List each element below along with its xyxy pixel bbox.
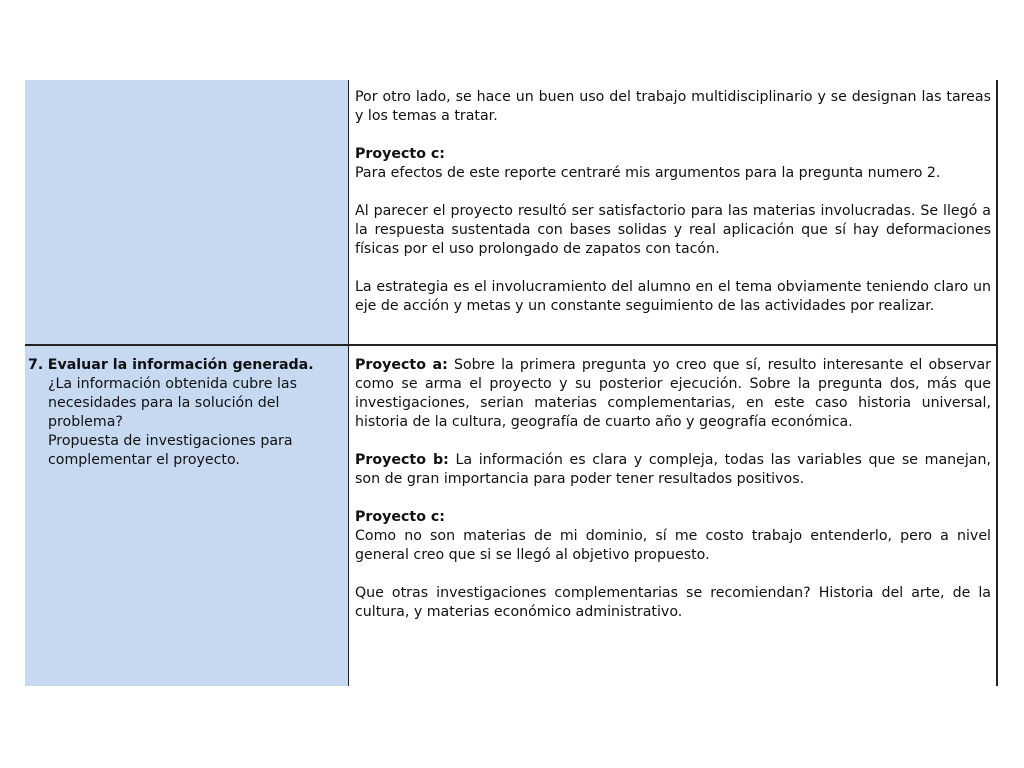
criteria-question-2: Propuesta de investigaciones para complementar el proyecto.	[48, 433, 293, 468]
row2-proyecto-b	[355, 451, 991, 489]
row-divider	[25, 344, 998, 346]
proyecto-b-text: La información es clara y compleja, todas las variables que se manejan, son de gran importancia para poder tener resultados positivos.	[355, 452, 991, 487]
row1-paragraph-4: La estrategia es el involucramiento del alumno en el tema obviamente teniendo claro un eje de acción y metas y un constante seguimiento de las actividades por realizar.	[355, 279, 991, 314]
evaluation-table	[25, 80, 998, 686]
row2-criteria-cell	[28, 356, 346, 470]
table-right-border	[996, 80, 998, 686]
row1-proyecto-c	[355, 145, 991, 183]
criteria-number: 7.	[28, 357, 44, 373]
proyecto-c-label: Proyecto c:	[355, 146, 445, 162]
criteria-title: Evaluar la información generada.	[47, 357, 314, 373]
proyecto-a-text: Sobre la primera pregunta yo creo que sí, resulto interesante el observar como se arma el proyecto y su posterior ejecución. Sobre la pregunta dos, más que investigaciones, serian materias complementarias, en este caso historia universal, historia de la cultura, geografía de cuarto año y geografía económica.	[355, 357, 991, 430]
criteria-heading	[28, 356, 346, 375]
row2-response-cell	[355, 356, 991, 622]
row1-paragraph-1: Por otro lado, se hace un buen uso del trabajo multidisciplinario y se designan las tareas y los temas a tratar.	[355, 89, 991, 124]
row2-paragraph-4: Que otras investigaciones complementarias se recomiendan? Historia del arte, de la cultura, y materias económico administrativo.	[355, 585, 991, 620]
row2-proyecto-c	[355, 508, 991, 565]
row1-paragraph-3: Al parecer el proyecto resultó ser satisfactorio para las materias involucradas. Se llegó a la respuesta sustentada con bases solidas y real aplicación que sí hay deformaciones físicas por el uso prolongado de zapatos con tacón.	[355, 203, 991, 257]
proyecto-c2-label: Proyecto c:	[355, 509, 445, 525]
proyecto-c2-text: Como no son materias de mi dominio, sí me costo trabajo entenderlo, pero a nivel general creo que si se llegó al objetivo propuesto.	[355, 528, 991, 563]
column-divider	[348, 80, 349, 686]
row1-response-cell	[355, 88, 991, 316]
row2-proyecto-a	[355, 356, 991, 432]
criteria-question-1: ¿La información obtenida cubre las necesidades para la solución del problema?	[48, 376, 297, 430]
proyecto-c-text: Para efectos de este reporte centraré mis argumentos para la pregunta numero 2.	[355, 165, 941, 181]
proyecto-a-label: Proyecto a:	[355, 357, 448, 373]
proyecto-b-label: Proyecto b:	[355, 452, 449, 468]
